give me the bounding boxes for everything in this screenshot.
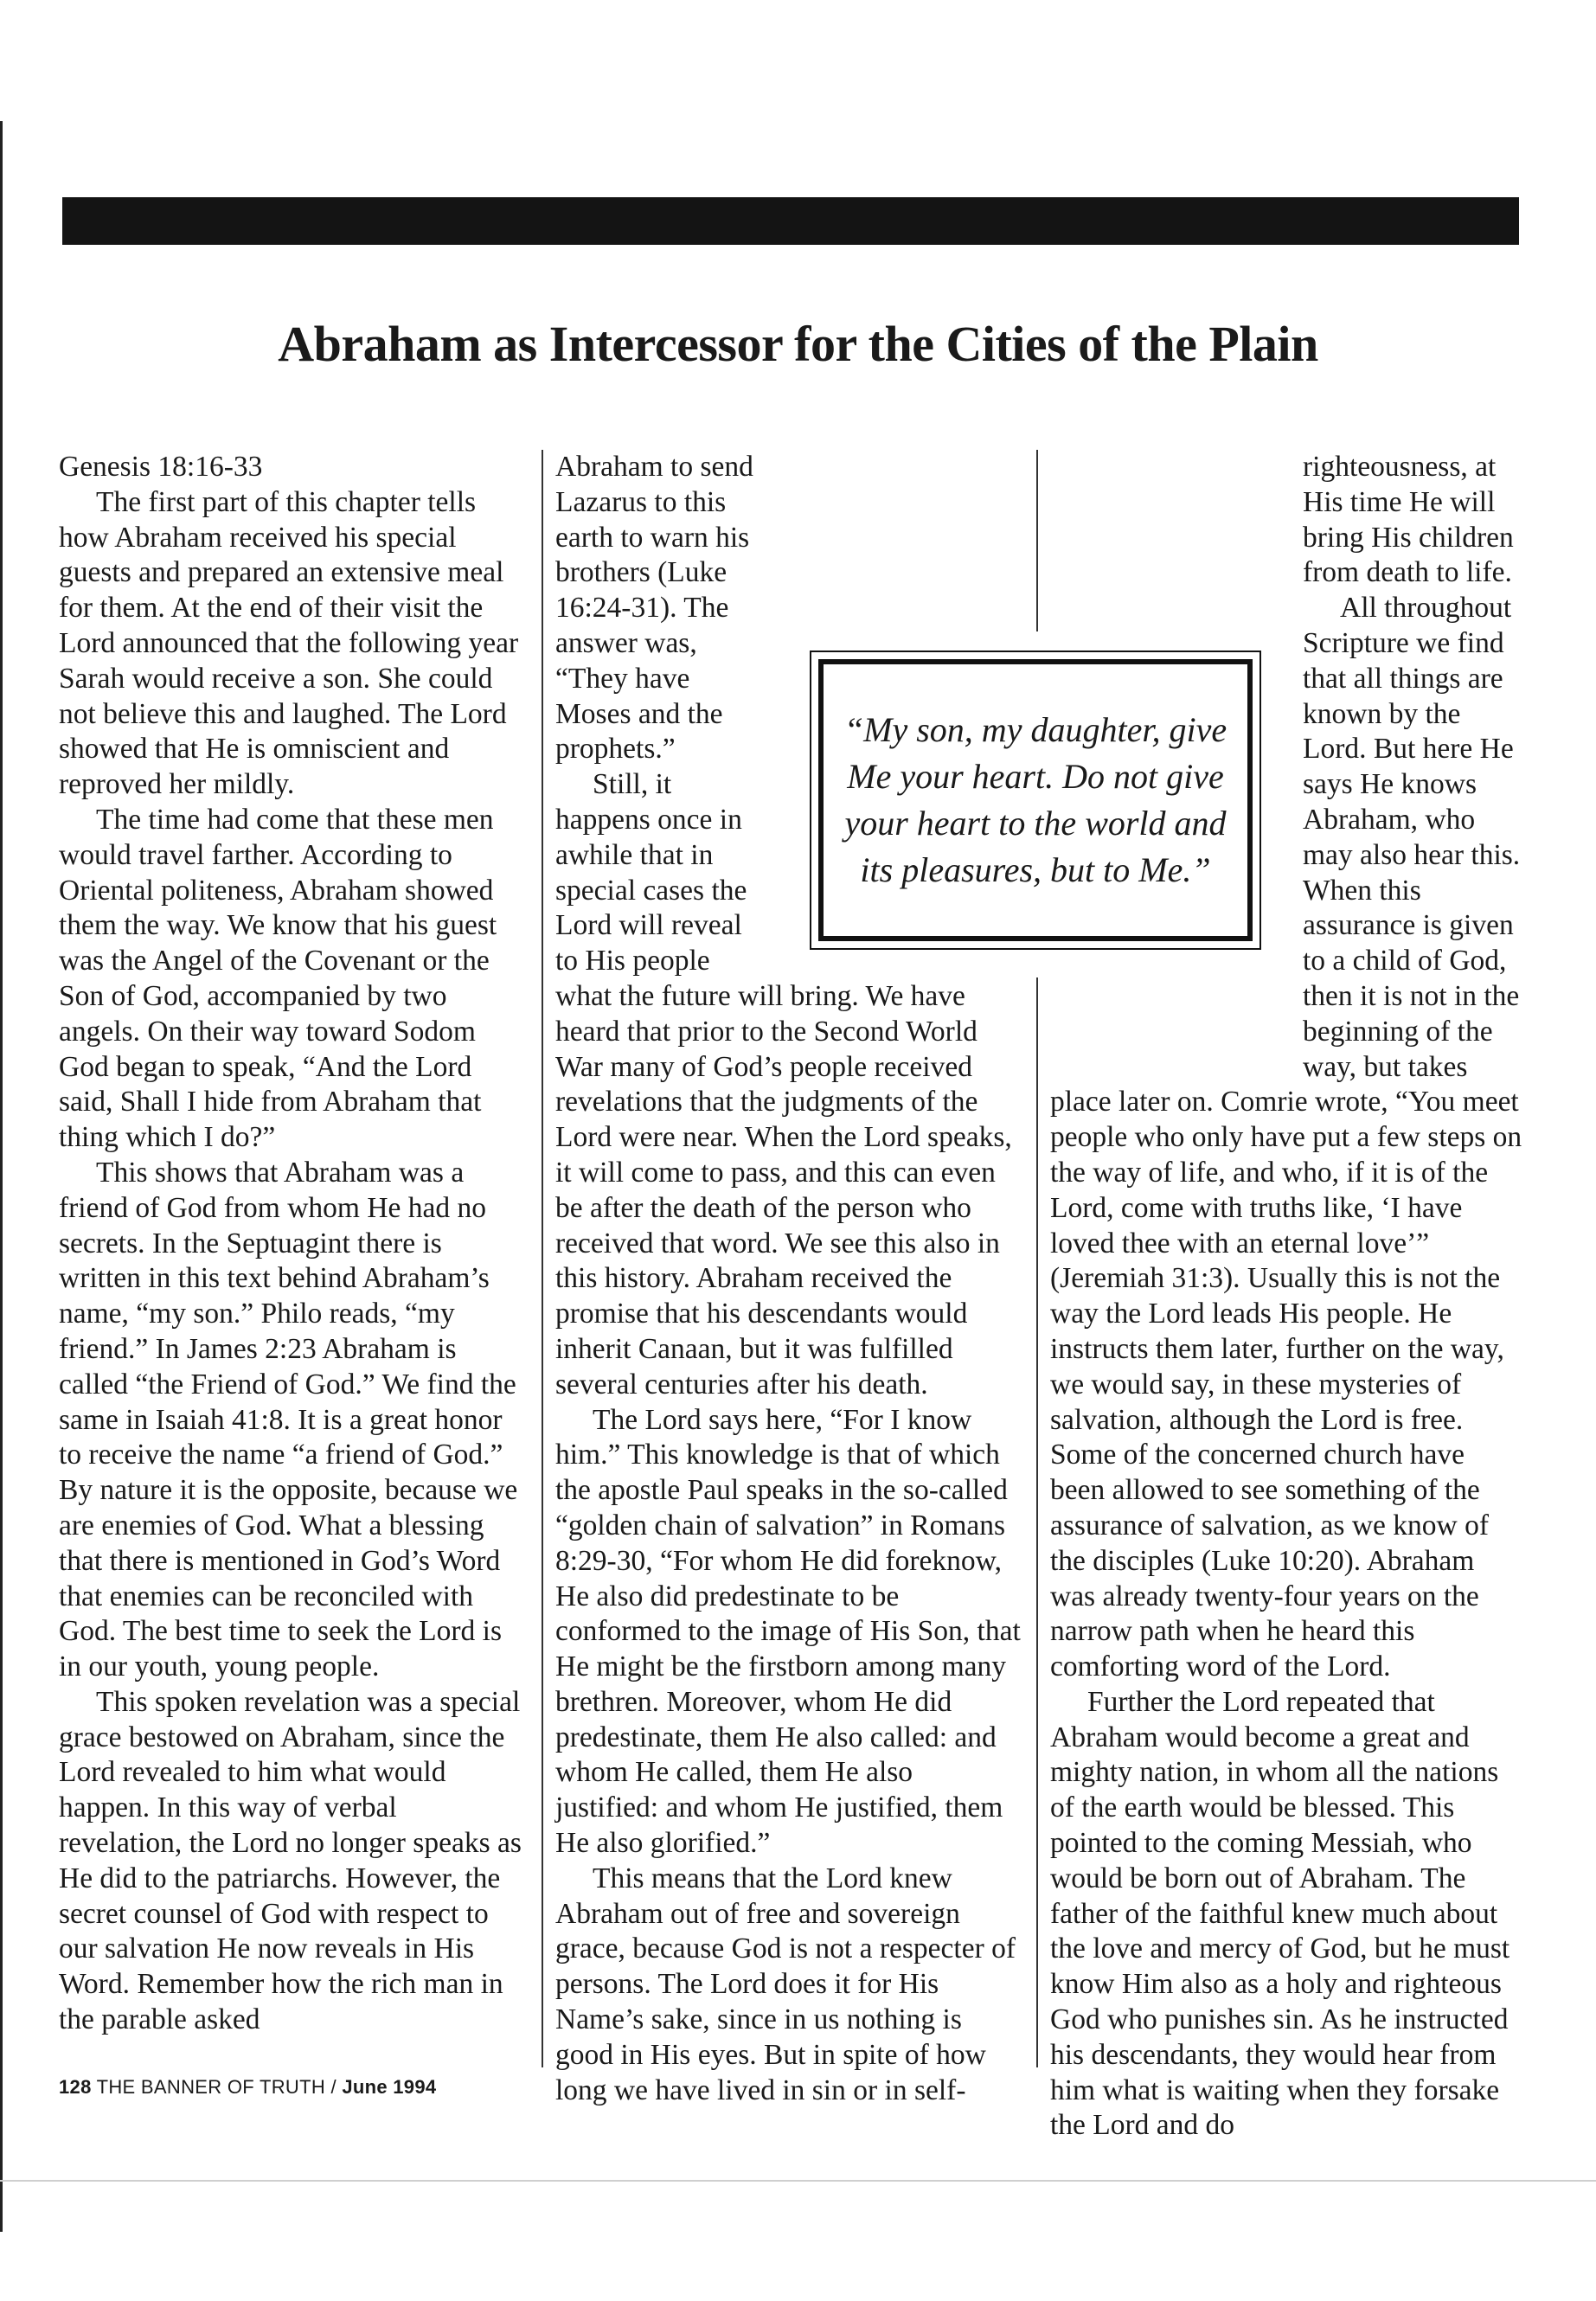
paragraph: All throughout Scripture we find that all things are known by the Lord. But here He says He knows Abraham, who may also hear this. When this assurance is given to a child of God, then it is not in the beginning of the way, but takes place later on. Comrie wrote, “You meet people who only have put a few steps on the way of life, and who, if it is of the Lord, come with truths like, ‘I have loved thee with an eternal love’” (Jeremiah 31:3). Usually this is not the way the Lord leads His people. He instructs them later, further on the way, we would say, in these mysteries of salvation, although the Lord is free. Some of the concerned church have been allowed to see something of the assurance of salvation, as we know of the disciples (Luke 10:20). Abraham was already twenty-four years on the narrow path when he heard this comforting word of the Lord. (1050, 592, 1522, 1683)
issue-date: June 1994 (342, 2076, 437, 2098)
paragraph: This spoken revelation was a special grace bestowed on Abraham, since the Lord revealed to him what would happen. In this way of verbal revelation, the Lord no longer speaks as He did to the patriarchs. However, the secret counsel of God with respect to our salvation He now reveals in His Word. Remember how the rich man in the parable asked (59, 1685, 522, 2036)
publication-name: THE BANNER OF TRUTH (96, 2076, 326, 2098)
paragraph: This shows that Abraham was a friend of God from whom He had no secrets. In the Septuagint there is written in this text behind Abraham’s name, “my son.” Philo reads, “my friend.” In James 2:23 Abraham is called “the Friend of God.” We find the same in Isaiah 41:8. It is a great honor to receive the name “a friend of God.” By nature it is the opposite, because we are enemies of God. What a blessing that there is mentioned in God’s Word that enemies can be reconciled with God. The best time to seek the Lord is in our youth, young people. (59, 1156, 518, 1683)
pull-quote-box (810, 651, 1261, 950)
paragraph: The time had come that these men would travel farther. According to Oriental politeness, Abraham showed them the way. We know that his guest was the Angel of the Covenant or the Son of God, accompanied by two angels. On their way toward Sodom God began to speak, “And the Lord said, Shall I hide from Abraham that thing which I do?” (59, 803, 497, 1154)
column-divider-1 (542, 450, 543, 2067)
pull-quote-frame (818, 659, 1253, 941)
paragraph: Still, it happens once in awhile that in special cases the Lord will reveal to His people what the future will bring. We have heard that prior to the Second World War many of God’s people received revelations that the judgments of the Lord were near. When the Lord speaks, it will come to pass, and this can even be after the death of the person who received that word. We see this also in this history. Abraham received the promise that his descendants would inherit Canaan, but it was fulfilled several centuries after his death. (555, 768, 1012, 1400)
page-number: 128 (59, 2076, 92, 2098)
article-title: Abraham as Intercessor for the Cities of the Plain (278, 316, 1318, 372)
footer-separator: / (330, 2076, 337, 2098)
left-edge-line (0, 121, 3, 2232)
article-column-1 (59, 450, 526, 2038)
paragraph: The Lord says here, “For I know him.” This knowledge is that of which the apostle Paul speaks in the so-called “golden chain of salvation” in Romans 8:29-30, “For whom He did foreknow, He also did predestinate to be conformed to the image of His Son, that He might be the firstborn among many brethren. Moreover, whom He did predestinate, them He also called: and whom He called, them He also justified: and whom He justified, them He also glorified.” (555, 1403, 1021, 1860)
header-bar (62, 197, 1519, 245)
paragraph: righteousness, at His time He will bring His children from death to life. (1303, 451, 1514, 589)
column-divider-2-top (1036, 450, 1038, 631)
bottom-rule (0, 2180, 1596, 2182)
paragraph: Abraham to send Lazarus to this earth to warn his brothers (Luke 16:24-31). The answer was, “They have Moses and the prophets.” (555, 451, 753, 766)
paragraph: This means that the Lord knew Abraham out of free and sovereign grace, because God is not a respecter of persons. The Lord does it for His Name’s sake, since in us nothing is good in His eyes. But in spite of how long we have lived in sin or in self- (555, 1862, 1016, 2106)
scripture-reference: Genesis 18:16-33 (59, 451, 263, 483)
paragraph: Further the Lord repeated that Abraham would become a great and mighty nation, in whom all the nations of the earth would be blessed. This pointed to the coming Messiah, who would be born out of Abraham. The father of the faithful knew much about the love and mercy of God, but he must know Him also as a holy and righteous God who punishes sin. As he instructed his descendants, they would hear from him what is waiting when they forsake the Lord and do (1050, 1685, 1510, 2142)
pull-quote-text: “My son, my daughter, give Me your heart. Do not give your heart to the world and its pleasures, but to Me.” (843, 710, 1227, 889)
column-divider-2-bottom (1036, 977, 1038, 2067)
page-footer (59, 2076, 436, 2099)
paragraph: The first part of this chapter tells how Abraham received his special guests and prepared an extensive meal for them. At the end of their visit the Lord announced that the following year Sarah would receive a son. She could not believe this and laughed. The Lord showed that He is omniscient and reproved her mildly. (59, 485, 519, 801)
